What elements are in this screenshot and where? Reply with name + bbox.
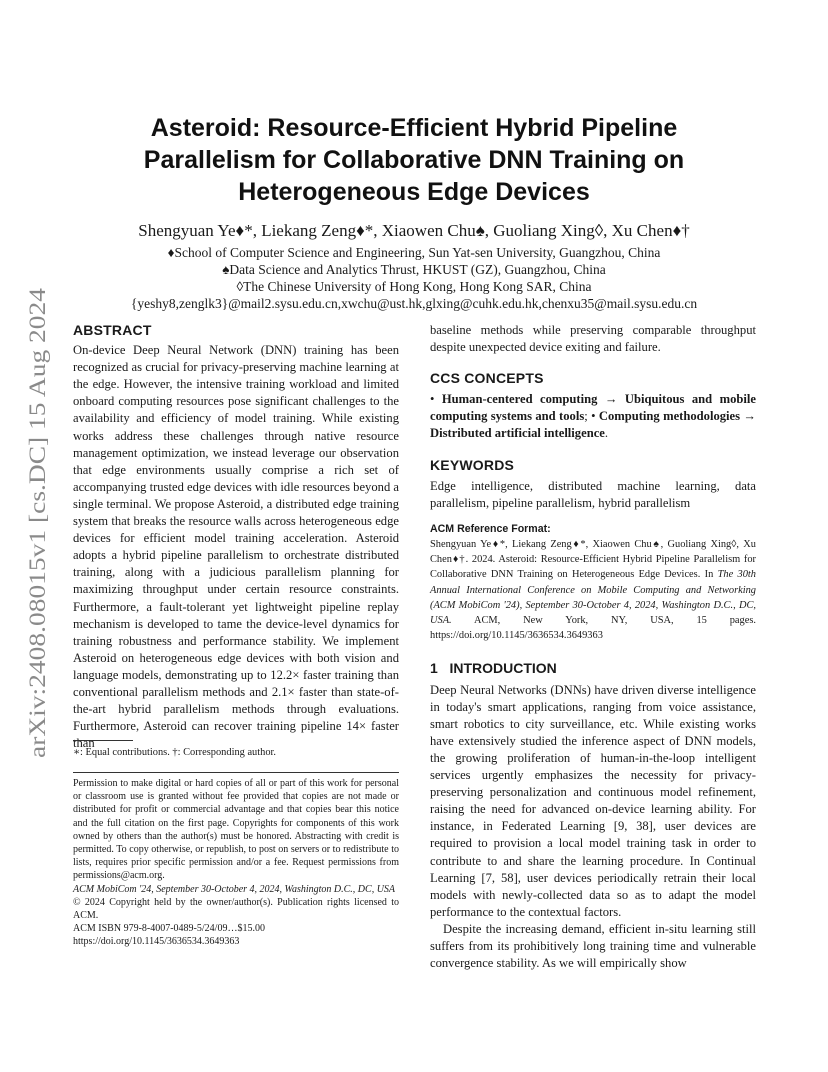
arxiv-identifier: arXiv:2408.08015v1 [cs.DC] 15 Aug 2024 xyxy=(25,355,51,758)
arxiv-sidebar xyxy=(18,285,54,760)
ccs-concept-2: Computing methodologies → Distributed artificial intelligence xyxy=(430,409,756,441)
abstract-text: On-device Deep Neural Network (DNN) training has been recognized as crucial for privacy-preserving machine learning at the edge. However, the intensive training workload and limited onboard computing resources pose significant challenges to the availability and efficiency of model training. While existing works address these challenges through native resource management optimization, we instead leverage our observation that edge environments usually comprise a rich set of accompanying trusted edge devices with idle resources beyond a single terminal. We propose Asteroid, a distributed edge training system that breaks the resource walls across heterogeneous edge devices for efficient model training acceleration. Asteroid adopts a hybrid pipeline parallelism to orchestrate distributed training, along with a judicious parallelism planning for maximizing throughput under certain resource constraints. Furthermore, a fault-tolerant yet lightweight pipeline replay mechanism is developed to tame the device-level dynamics for training robustness and performance stability. We implement Asteroid on heterogeneous edge devices with both vision and language models, demonstrating up to 12.2× faster training than conventional parallelism methods and 2.1× faster than state-of-the-art hybrid parallelism methods through evaluations. Furthermore, Asteroid can recover training pipeline 14× faster than xyxy=(73,343,399,751)
ccs-concept-1: Human-centered computing → Ubiquitous and mobile computing systems and tools xyxy=(430,392,757,424)
acm-reference-text-b: ACM, New York, NY, USA, 15 pages. https://doi.org/10.1145/3636534.3649363 xyxy=(430,615,756,642)
intro-paragraph-2: Despite the increasing demand, efficient in-situ learning still suffers from its prohibitively long training time and vulnerable convergence stability. As we will empirically show xyxy=(430,921,756,971)
affiliation-cuhk: ◊The Chinese University of Hong Kong, Hong Kong SAR, China xyxy=(236,279,592,294)
keywords-text: Edge intelligence, distributed machine learning, data parallelism, pipeline parallelism, hybrid parallelism xyxy=(430,478,756,510)
author-list: Shengyuan Ye♦*, Liekang Zeng♦*, Xiaowen Chu♠, Guoliang Xing◊, Xu Chen♦† xyxy=(138,221,690,240)
acm-reference-venue: The 30th Annual International Conference on Mobile Computing and Networking (ACM MobiCom '24), September 30-October 4, 2024, Washington D.C., DC, USA. xyxy=(430,569,756,627)
keywords-heading: KEYWORDS xyxy=(430,456,515,473)
ccs-end: . xyxy=(604,426,609,441)
affiliation-hkust: ♠Data Science and Analytics Thrust, HKUST (GZ), Guangzhou, China xyxy=(222,262,606,277)
permission-copyright: © 2024 Copyright held by the owner/author(s). Publication rights licensed to ACM. xyxy=(73,896,399,922)
permission-venue: ACM MobiCom '24, September 30-October 4, 2024, Washington D.C., DC, USA xyxy=(73,883,396,895)
acm-reference-label: ACM Reference Format: xyxy=(430,522,551,535)
permission-rule xyxy=(73,772,399,773)
intro-paragraph-1: Deep Neural Networks (DNNs) have driven diverse intelligence in today's smart applications, ranging from voice assistance, smart robotics to city surveillance, etc. While existing works have extensively studied the inference aspect of DNN models, the growing proliferation of human-in-the-loop intelligent services urgently emphasizes the necessity for privacy-preserving personalization and continuous model refinement, raising the need for advanced on-device learning ability. For instance, in Federated Learning [9, 38], user devices are required to provision a local model training task in order to contribute to and share the learning procedure. In Continual Learning [7, 58], user devices periodically retrain their local models with newly-collected data so as to adapt the model performance to the contextual factors. xyxy=(430,682,756,919)
footnote: ∗: Equal contributions. †: Corresponding author. xyxy=(73,747,277,758)
acm-reference xyxy=(430,522,756,644)
permission-doi: https://doi.org/10.1145/3636534.3649363 xyxy=(73,936,240,948)
section-title: INTRODUCTION xyxy=(449,660,557,677)
affiliation-sysu: ♦School of Computer Science and Engineering, Sun Yat-sen University, Guangzhou, China xyxy=(167,245,661,260)
title-line-1: Asteroid: Resource-Efficient Hybrid Pipeline xyxy=(150,114,678,142)
ccs-concepts xyxy=(430,391,756,442)
title-line-3: Heterogeneous Edge Devices xyxy=(238,178,590,206)
ccs-heading: CCS CONCEPTS xyxy=(430,370,544,387)
paper-title xyxy=(0,112,828,208)
title-line-2: Parallelism for Collaborative DNN Training on xyxy=(143,146,685,174)
abstract-section xyxy=(73,322,399,752)
right-column xyxy=(430,322,756,972)
abstract-continuation: baseline methods while preserving comparable throughput despite unexpected device exiting and failure. xyxy=(430,323,756,355)
author-emails: {yeshy8,zenglk3}@mail2.sysu.edu.cn,xwchu@ust.hk,glxing@cuhk.edu.hk,chenxu35@mail.sysu.edu.cn xyxy=(130,296,698,311)
ccs-bullet: • xyxy=(430,392,442,407)
permission-block xyxy=(73,777,399,949)
section-number: 1 xyxy=(430,660,438,677)
acm-reference-text-a: Shengyuan Ye♦*, Liekang Zeng♦*, Xiaowen Chu♠, Guoliang Xing◊, Xu Chen♦†. 2024. Asteroid: Resource-Efficient Hybrid Pipeline Parallelism for Collaborative DNN Training on Heterogeneous Edge Devices. In xyxy=(430,539,756,581)
permission-text: Permission to make digital or hard copies of all or part of this work for personal or classroom use is granted without fee provided that copies are not made or distributed for profit or commercial advantage and that copies bear this notice and the full citation on the first page. Copyrights for components of this work owned by others than the author(s) must be honored. Abstracting with credit is permitted. To copy otherwise, or republish, to post on servers or to redistribute to lists, requires prior specific permission and/or a fee. Request permissions from permissions@acm.org. xyxy=(73,778,399,882)
permission-isbn: ACM ISBN 979-8-4007-0489-5/24/09…$15.00 xyxy=(73,923,265,935)
ccs-separator: ; • xyxy=(584,409,599,424)
introduction-heading xyxy=(430,660,756,677)
footnote-rule xyxy=(73,740,133,741)
abstract-heading: ABSTRACT xyxy=(73,322,152,338)
